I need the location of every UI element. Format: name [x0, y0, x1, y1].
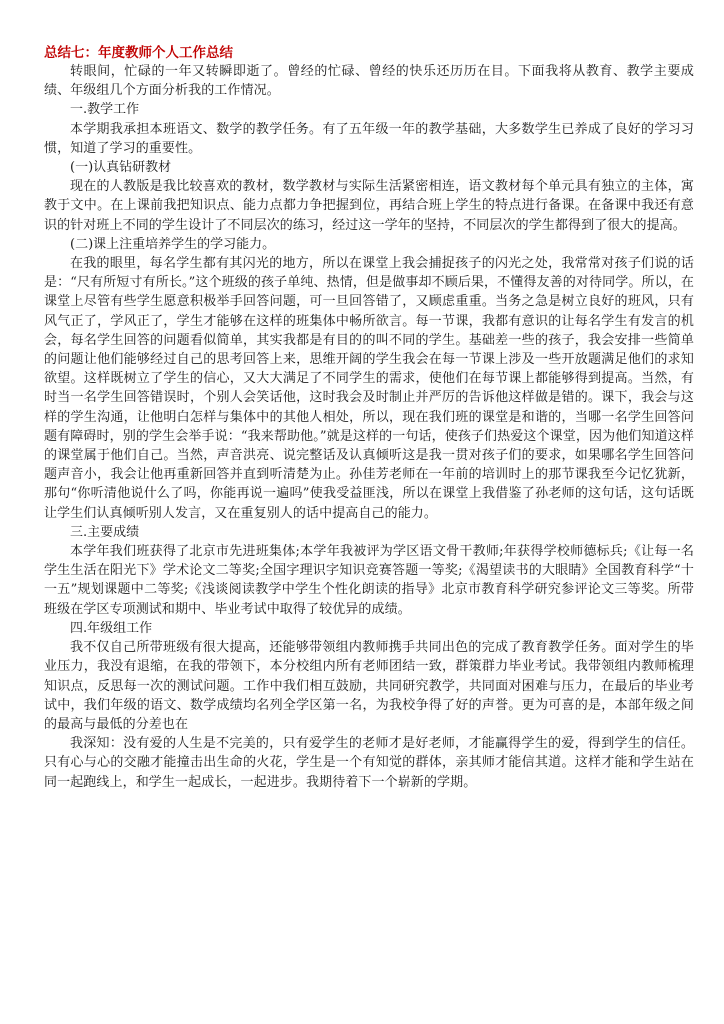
ability-paragraph: 在我的眼里，每名学生都有其闪光的地方，所以在课堂上我会捕捉孩子的闪光之处，我常常对孩子们说的话是：“尺有所短寸有所长。”这个班级的孩子单纯、热情，但是做事却不顾后果，不懂得友善的对待同学。所以，在课堂上尽管有些学生愿意积极举手回答问题，可一旦回答错了，又顾虑重重。当务之急是树立良好的班风，只有风气正了，学风正了，学生才能够在这样的班集体中畅所欲言。每一节课，我都有意识的让每名学生有发言的机会，每名学生回答的问题看似简单，其实我都是有目的的叫不同的学生。基础差一些的孩子，我会安排一些简单的问题让他们能够经过自己的思考回答上来，思维开阔的学生我会在每一节课上涉及一些开放题满足他们的求知欲望。这样既树立了学生的信心，又大大满足了不同学生的需求，使他们在每节课上都能够得到提高。当然，有时当一名学生回答错误时，个别人会笑话他，这时我会及时制止并严厉的告诉他这样做是错的。课下，我会与这样的学生沟通，让他明白怎样与集体中的其他人相处，所以，现在我们班的课堂是和谐的，当哪一名学生回答问题有障碍时，别的学生会举手说：“我来帮助他。”就是这样的一句话，使孩子们热爱这个课堂，因为他们知道这样的课堂属于他们自己。当然，声音洪亮、说完整话及认真倾听这是我一贯对孩子们的要求，如果哪名学生回答问题声音小，我会让他再重新回答并直到听清楚为止。孙佳芳老师在一年前的培训时上的那节课我至今记忆犹新，那句“你听清他说什么了吗，你能再说一遍吗”使我受益匪浅，所以在课堂上我借鉴了孙老师的这句话，这句话既让学生们认真倾听别人发言，又在重复别人的话中提高自己的能力。 [44, 256, 694, 521]
closing-paragraph: 我深知：没有爱的人生是不完美的，只有爱学生的老师才是好老师，才能赢得学生的爱，得到学生的信任。只有心与心的交融才能撞击出生命的火花，学生是一个有知觉的群体，亲其师才能信其道。这样才能和学生站在同一起跑线上，和学生一起成长，一起进步。我期待着下一个崭新的学期。 [44, 736, 694, 790]
section-heading-grade-group: 四.年级组工作 [70, 620, 153, 636]
textbook-paragraph: 现在的人教版是我比较喜欢的教材，数学教材与实际生活紧密相连，语文教材每个单元具有独立的主体，寓教于文中。在上课前我把知识点、能力点都力争把握到位，再结合班上学生的特点进行备课。在备课中我还有意识的针对班上不同的学生设计了不同层次的练习，经过这一学年的坚持，不同层次的学生都得到了很大的提高。 [44, 179, 694, 233]
intro-paragraph: 转眼间，忙碌的一年又转瞬即逝了。曾经的忙碌、曾经的快乐还历历在目。下面我将从教育、教学主要成绩、年级组几个方面分析我的工作情况。 [44, 64, 694, 99]
subsection-heading-textbook: (一)认真钻研教材 [70, 160, 172, 176]
section-heading-teaching: 一.教学工作 [70, 102, 140, 118]
subsection-heading-ability: (二)课上注重培养学生的学习能力。 [70, 236, 276, 252]
achievements-paragraph: 本学年我们班获得了北京市先进班集体;本学年我被评为学区语文骨干教师;年获得学校师德标兵;《让每一名学生生活在阳光下》学术论文二等奖;全国字理识字知识竞赛答题一等奖;《渴望读书的大眼睛》全国教育科学“十一五”规划课题中二等奖;《浅谈阅读教学中学生个性化朗读的指导》北京市教育科学研究参评论文三等奖。所带班级在学区专项测试和期中、毕业考试中取得了较优异的成绩。 [44, 544, 694, 617]
section-heading-achievements: 三.主要成绩 [70, 524, 140, 540]
teaching-paragraph: 本学期我承担本班语文、数学的教学任务。有了五年级一年的教学基础，大多数学生已养成了良好的学习习惯，知道了学习的重要性。 [44, 121, 694, 156]
document-title: 总结七：年度教师个人工作总结 [44, 45, 233, 61]
grade-group-paragraph: 我不仅自己所带班级有很大提高，还能够带领组内教师携手共同出色的完成了教育教学任务。面对学生的毕业压力，我没有退缩，在我的带领下，本分校组内所有老师团结一致，群策群力毕业考试。我带领组内教师梳理知识点，反思每一次的测试问题。工作中我们相互鼓励，共同研究教学，共同面对困难与压力，在最后的毕业考试中，我们年级的语文、数学成绩均名列全学区第一名，为我校争得了好的声誉。更为可喜的是，本部年级之间的最高与最低的分差也在 [44, 640, 694, 732]
